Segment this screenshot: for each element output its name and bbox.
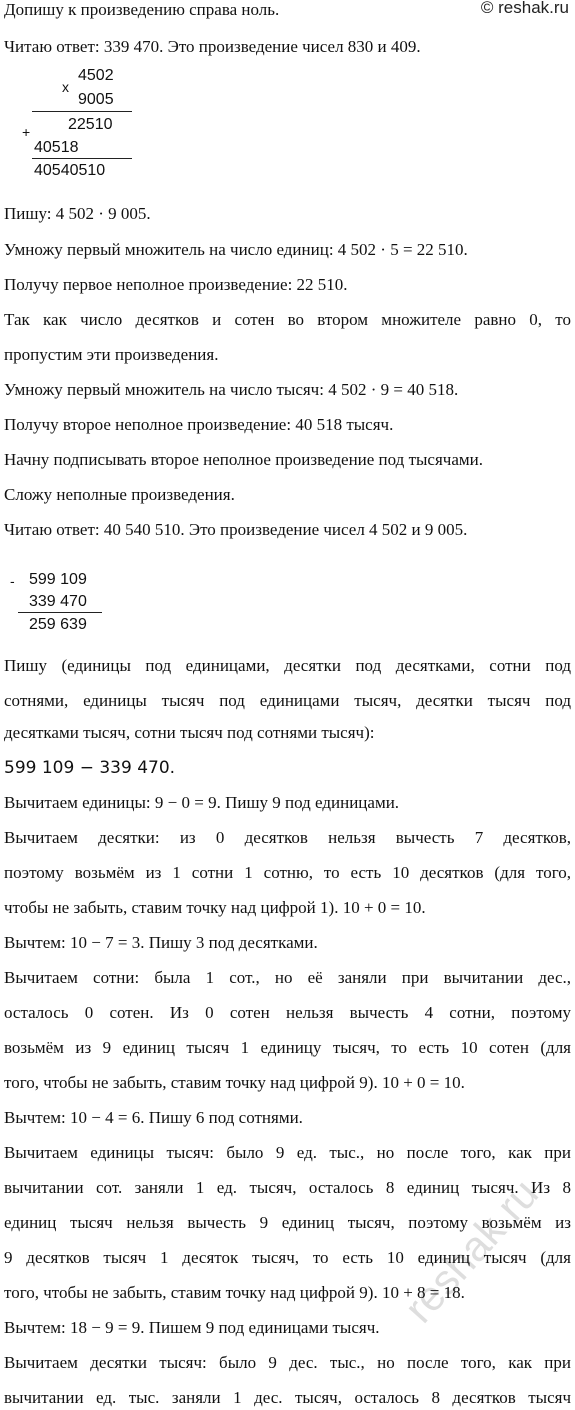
text-line: Вычтем: 10 − 4 = 6. Пишу 6 под сотнями. xyxy=(4,1108,303,1127)
text-line: десятками тысяч, сотни тысяч под сотнями тысяч): xyxy=(4,723,375,742)
difference: 259 639 xyxy=(29,616,87,633)
text-line: единиц тысяч нельзя вычесть 9 единиц тысяч, поэтому возьмём из xyxy=(4,1213,571,1232)
text-line: осталось 0 сотен. Из 0 сотен нельзя вычесть 4 сотни, поэтому xyxy=(4,1003,571,1022)
minuend: 599 109 xyxy=(29,571,87,588)
text-line: Вычитаем сотни: была 1 сот., но её заняли при вычитании дес., xyxy=(4,968,571,987)
text-line: Допишу к произведению справа ноль. xyxy=(4,0,280,19)
text-line: Начну подписывать второе неполное произведение под тысячами. xyxy=(4,450,483,469)
rule-line xyxy=(18,612,102,613)
text-line: Вычтем: 18 − 9 = 9. Пишем 9 под единицами тысяч. xyxy=(4,1318,380,1337)
plus-sign: + xyxy=(22,124,31,140)
diagonal-watermark: reshak.ru xyxy=(395,1169,548,1332)
product-result: 40540510 xyxy=(34,162,106,179)
subtrahend: 339 470 xyxy=(29,593,87,610)
text-line: Получу второе неполное произведение: 40 518 тысяч. xyxy=(4,415,394,434)
rule-line xyxy=(32,111,132,112)
text-line: Вычитаем десятки тысяч: было 9 дес. тыс., но после того, как при xyxy=(4,1353,571,1372)
text-line: вычитании ед. тыс. заняли 1 дес. тысяч, осталось 8 десятков тысяч xyxy=(4,1388,571,1407)
text-line: Пишу (единицы под единицами, десятки под десятками, сотни под xyxy=(4,656,571,675)
factor-1: 4502 xyxy=(78,67,114,84)
text-line: Вычитаем единицы тысяч: было 9 ед. тыс., но после того, как при xyxy=(4,1143,571,1162)
text-line: Получу первое неполное произведение: 22 510. xyxy=(4,275,348,294)
factor-2: 9005 xyxy=(78,91,114,108)
text-line: поэтому возьмём из 1 сотни 1 сотню, то есть 10 десятков (для того, xyxy=(4,863,571,882)
multiply-sign: x xyxy=(62,79,69,95)
text-line: Читаю ответ: 40 540 510. Это произведение чисел 4 502 и 9 005. xyxy=(4,520,468,539)
text-line: 599 109 − 339 470. xyxy=(4,758,176,778)
text-line: Умножу первый множитель на число единиц: 4 502 · 5 = 22 510. xyxy=(4,240,468,259)
rule-line xyxy=(32,158,132,159)
text-line: Вычитаем десятки: из 0 десятков нельзя вычесть 7 десятков, xyxy=(4,828,571,847)
text-line: того, чтобы не забыть, ставим точку над цифрой 9). 10 + 0 = 10. xyxy=(4,1073,465,1092)
text-line: Вычитаем единицы: 9 − 0 = 9. Пишу 9 под единицами. xyxy=(4,793,400,812)
text-line: вычитании сот. заняли 1 ед. тысяч, осталось 8 единиц тысяч. Из 8 xyxy=(4,1178,571,1197)
text-line: Так как число десятков и сотен во втором множителе равно 0, то xyxy=(4,310,571,329)
partial-product-2: 40518 xyxy=(34,139,79,156)
text-line: сотнями, единицы тысяч под единицами тысяч, десятки тысяч под xyxy=(4,691,571,710)
text-line: Сложу неполные произведения. xyxy=(4,485,235,504)
partial-product-1: 22510 xyxy=(68,116,113,133)
site-watermark[interactable]: © reshak.ru xyxy=(480,0,569,17)
text-line: того, чтобы не забыть, ставим точку над цифрой 9). 10 + 8 = 18. xyxy=(4,1283,465,1302)
minus-sign: - xyxy=(10,573,15,589)
text-line: Читаю ответ: 339 470. Это произведение чисел 830 и 409. xyxy=(4,37,421,56)
text-line: Вычтем: 10 − 7 = 3. Пишу 3 под десятками. xyxy=(4,933,318,952)
text-line: пропустим эти произведения. xyxy=(4,345,219,364)
text-line: чтобы не забыть, ставим точку над цифрой 1). 10 + 0 = 10. xyxy=(4,898,426,917)
text-line: возьмём из 9 единиц тысяч 1 единицу тысяч, то есть 10 сотен (для xyxy=(4,1038,571,1057)
text-line: 9 десятков тысяч 1 десяток тысяч, то есть 10 единиц тысяч (для xyxy=(4,1248,571,1267)
text-line: Пишу: 4 502 · 9 005. xyxy=(4,204,151,223)
text-line: Умножу первый множитель на число тысяч: 4 502 · 9 = 40 518. xyxy=(4,380,459,399)
